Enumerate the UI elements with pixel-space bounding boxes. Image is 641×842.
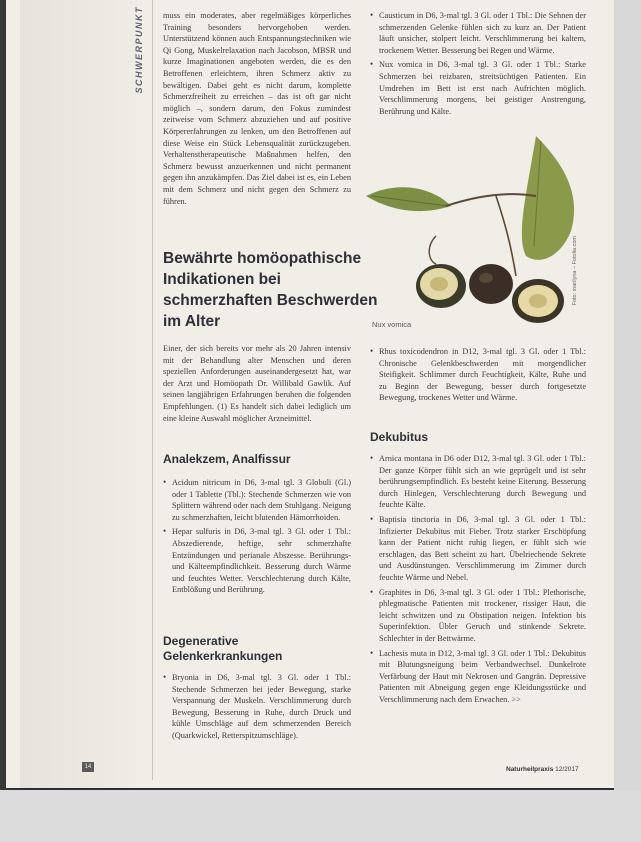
section-gelenk [163, 634, 351, 745]
scan-right-margin [614, 0, 641, 790]
intro-paragraph: muss ein moderates, aber regelmäßiges körperliches Training besonders hervorgehoben werden. Unterstützend können auch Entspannungstechniken wie Qi Gong, Muskelrelaxation nach Jacobson, MBSR und kurze Imaginationen angeboten werden, die es den Betroffenen erleichtern, ihren Schmerz aktiv zu bewältigen. Dabei geht es nicht darum, komplette Schmerzfreiheit zu erreichen – das ist oft gar nicht möglich –, sondern darum, den Fokus zumindest zeitweise vom Schmerz abzuziehen und auf positive Körpererfahrungen zu lenken, um den Betroffenen auf diese Weise ein Stück Lebensqualität zurückzugeben. Verhaltenstherapeutische Maßnahmen helfen, den Schmerz bewusst anzuerkennen und nicht permanent gegen ihn anzukämpfen. Das Ziel dabei ist es, ein Leben mit dem Schmerz und nicht gegen den Schmerz zu führen. [163, 11, 351, 206]
nux-vomica-photo [366, 136, 592, 334]
remedy-list [163, 477, 351, 596]
facing-page-bleed [20, 0, 136, 788]
scan-bottom-margin [0, 790, 641, 842]
remedy-item: • Bryonia in D6, 3-mal tgl. 3 Gl. oder 1 Tbl.: Stechende Schmerzen bei jeder Bewegung, starke Verspannung der Muskeln. Verschlimmerung durch Bewegung, Besserung in Ruhe, durch Druck und kühle Umschläge auf dem schmerzenden Bereich (Quarkwickel, Retterspitzumschläge). [163, 672, 351, 742]
remedy-item: • Acidum nitricum in D6, 3-mal tgl. 3 Globuli (Gl.) oder 1 Tablette (Tbl.): Stechende Schmerzen wie von Splittern während oder nach dem Stuhlgang. Neigung zu schmerzhaften, leicht blutenden Hämorrhoiden. [163, 477, 351, 523]
remedy-list-top [370, 10, 586, 120]
remedy-item: • Graphites in D6, 3-mal tgl. 3 Gl. oder 1 Tbl.: Plethorische, phlegmatische Patienten mit trockener, rissiger Haut, die leicht schwitzen und zu Obstipation neigen. Infektion bis Superinfektion. Übler Geruch und stinkende Sekrete. Schlechter in der Bettwärme. [370, 587, 586, 645]
remedy-item: • Arnica montana in D6 oder D12, 3-mal tgl. 3 Gl. oder 1 Tbl.: Der ganze Körper fühlt sich an wie geprügelt und ist sehr berührungsempfindlich. Es besteht keine Eiterung. Besserung durch Hinlegen, Verschlechterung durch Bewegung und feuchte Kälte. [370, 453, 586, 511]
remedy-list-mid [370, 346, 586, 407]
remedy-text: Lachesis muta in D12, 3-mal tgl. 3 Gl. oder 1 Tbl.: Dekubitus mit Blutungsneigung beim Verbandwechsel. Dunkelrote Verfärbung der Haut mit Nekrosen und Gangrän. Depressive Patienten mit Abneigung gegen enge Kleidungsstücke und Verschlimmerung nach dem Erwachen. [379, 648, 586, 704]
remedy-item [370, 648, 586, 706]
figure-caption: Nux vomica [372, 320, 412, 329]
section-analekzem [163, 452, 351, 599]
remedy-item: • Hepar sulfuris in D6, 3-mal tgl. 3 Gl. oder 1 Tbl.: Abszedierende, heftige, sehr schmerzhafte Entzündungen und perianale Abszesse. Berührungs- und Kälteempfindlichkeit. Besserung durch Wärme und feuchtes Wetter. Verschlechterung durch Kälte, Entblößung und Berührung. [163, 526, 351, 596]
remedy-item: • Nux vomica in D6, 3-mal tgl. 3 Gl. oder 1 Tbl.: Starke Schmerzen bei reizbaren, streitsüchtigen Patienten. Ein Umdrehen im Bett ist erst nach Aufrichten möglich. Verschlimmerung morgens, bei geistiger Anstrengung, Berührung und Kälte. [370, 59, 586, 117]
main-heading: Bewährte homöopathische Indikationen bei schmerzhaften Beschwerden im Alter [163, 250, 378, 330]
remedy-list [163, 672, 351, 742]
lead-paragraph: Einer, der sich bereits vor mehr als 20 Jahren intensiv mit der Behandlung alter Menschen und deren speziellen Anforderungen auseinandergesetzt hat, war der Arzt und Homöopath Dr. Willibald Gawlik. Auf seinen langjährigen Erfahrungen beruhen die folgenden Empfehlungen. (1) Es handelt sich dabei lediglich um eine kleine Auswahl möglicher Arzneimittel. [163, 344, 351, 423]
section-heading: Analekzem, Analfissur [163, 452, 291, 466]
section-runner: SCHWERPUNKT [134, 6, 144, 94]
section-heading: Degenerative Gelenkerkrankungen [163, 634, 283, 663]
remedy-item: • Causticum in D6, 3-mal tgl. 3 Gl. oder 1 Tbl.: Die Sehnen der schmerzenden Gelenke fühlen sich zu kurz an. Der Patient läuft unsicher, stolpert leicht. Verschlimmerung bei kaltem, trockenem Wetter. Besserung bei Regen und Wärme. [370, 10, 586, 56]
section-dekubitus [370, 430, 586, 708]
photo-credit: Foto: marilyna – Fotolia.com [572, 236, 578, 306]
fruit-illustration [366, 136, 592, 334]
remedy-item: • Baptisia tinctoria in D6, 3-mal tgl. 3 Gl. oder 1 Tbl.: Infizierter Dekubitus mit Fieber. Trotz starker Erschöpfung kann der Patient nicht ruhig liegen, er fühlt sich wie erschlagen, das Bett scheint zu hart. Übelriechende Sekrete und Ausdünstungen. Verschlimmerung im Zimmer durch feuchte Wärme und Nebel. [370, 514, 586, 584]
continue-marker: >> [511, 694, 521, 704]
footer [506, 766, 579, 773]
page-number: 14 [82, 762, 94, 772]
remedy-list [370, 453, 586, 705]
column-divider [152, 0, 153, 780]
remedy-item: • Rhus toxicodendron in D12, 3-mal tgl. 3 Gl. oder 1 Tbl.: Chronische Gelenkbeschwerden mit morgendlicher Steifigkeit. Schlimmer durch Feuchtigkeit, Kälte, Ruhe und zu Beginn der Bewegung, besser durch fortgesetzte Bewegung, trockenes Wetter und Wärme. [370, 346, 586, 404]
footer-journal: Naturheilpraxis [506, 766, 554, 773]
section-heading: Dekubitus [370, 430, 429, 444]
footer-issue: 12/2017 [555, 766, 579, 773]
